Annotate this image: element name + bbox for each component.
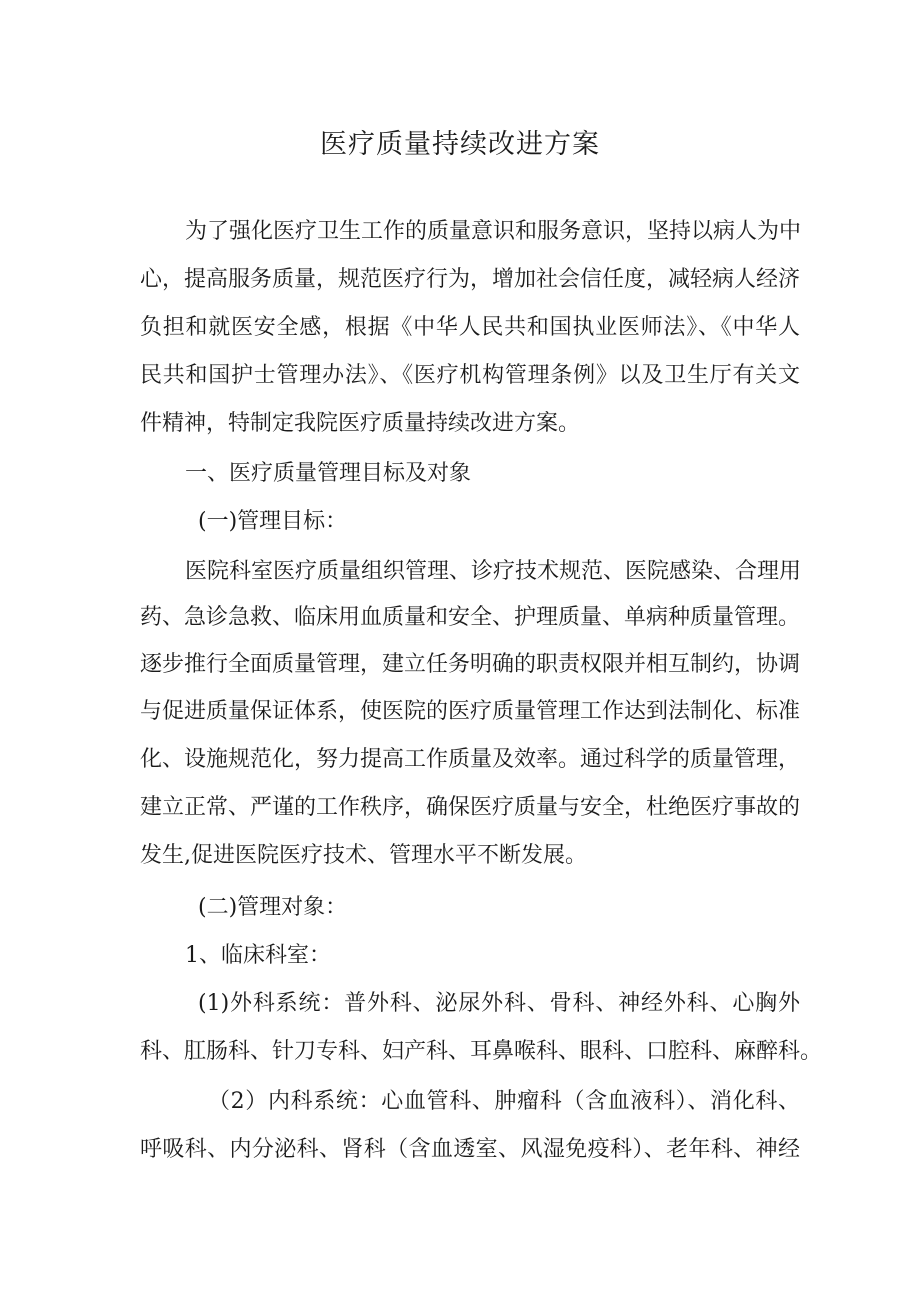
paragraph-line: 建立正常、严谨的工作秩序，确保医疗质量与安全，杜绝医疗事故的 [140, 795, 801, 820]
paragraph-line: 科、肛肠科、针刀专科、妇产科、耳鼻喉科、眼科、口腔科、麻醉科。 [140, 1039, 823, 1064]
paragraph-line: 化、设施规范化，努力提高工作质量及效率。通过科学的质量管理， [140, 747, 801, 772]
paragraph-line: 逐步推行全面质量管理，建立任务明确的职责权限并相互制约，协调 [140, 652, 801, 677]
paragraph-line: 与促进质量保证体系，使医院的医疗质量管理工作达到法制化、标准 [140, 699, 801, 724]
list-heading: 1、临床科室： [185, 943, 331, 968]
section-heading: 一、医疗质量管理目标及对象 [185, 461, 472, 486]
paragraph-line: 呼吸科、内分泌科、肾科（含血透室、风湿免疫科）、老年科、神经 [140, 1137, 800, 1162]
paragraph-line: 医院科室医疗质量组织管理、诊疗技术规范、医院感染、合理用 [185, 559, 802, 584]
paragraph-line: （2）内科系统：心血管科、肿瘤科（含血液科）、消化科、 [208, 1089, 800, 1114]
paragraph-line: 为了强化医疗卫生工作的质量意识和服务意识，坚持以病人为中 [185, 219, 802, 244]
paragraph-line: 心，提高服务质量，规范医疗行为，增加社会信任度，减轻病人经济 [140, 267, 801, 292]
paragraph-line: 负担和就医安全感，根据《中华人民共和国执业医师法》、《中华人 [140, 315, 800, 340]
paragraph-line: 发生,促进医院医疗技术、管理水平不断发展。 [140, 843, 587, 868]
paragraph-line: (1)外科系统：普外科、泌尿外科、骨科、神经外科、心胸外 [198, 991, 800, 1016]
paragraph-line: 民共和国护士管理办法》、《医疗机构管理条例》以及卫生厅有关文 [140, 363, 800, 388]
document-title: 医疗质量持续改进方案 [320, 129, 600, 160]
paragraph-line: 药、急诊急救、临床用血质量和安全、护理质量、单病种质量管理。 [140, 605, 801, 630]
paragraph-line: 件精神，特制定我院医疗质量持续改进方案。 [140, 411, 581, 436]
subsection-heading: (二)管理对象： [198, 895, 348, 920]
subsection-heading: (一)管理目标： [198, 509, 348, 534]
